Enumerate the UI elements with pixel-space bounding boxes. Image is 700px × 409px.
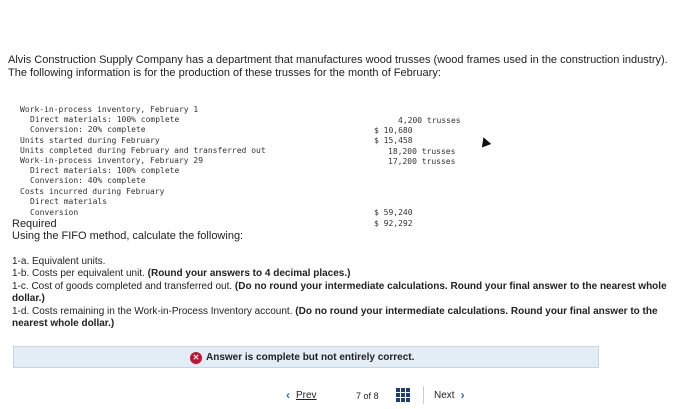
row-label: Conversion [30, 208, 79, 217]
answer-status-text: Answer is complete but not entirely correct. [206, 352, 415, 363]
row-value: $ 15,458 [374, 136, 413, 145]
answer-status [190, 351, 414, 364]
row-label: Work-in-process inventory, February 29 [20, 156, 204, 165]
page-current: 7 [356, 391, 362, 401]
requirement-note: (Do no round your intermediate calculations. Round your final answer to the nearest whole dollar.) [12, 281, 667, 304]
required-instruction: Using the FIFO method, calculate the following: [12, 230, 244, 242]
requirement-note: (Round your answers to 4 decimal places.) [147, 268, 351, 279]
row-label: Direct materials [30, 197, 108, 206]
chevron-left-icon: ‹ [286, 388, 290, 402]
mouse-cursor-icon [479, 136, 491, 148]
row-label: Direct materials: 100% complete [30, 166, 180, 175]
row-label: Conversion: 40% complete [30, 176, 146, 185]
requirement-1d [12, 306, 684, 330]
row-value: 4,200 trusses [398, 116, 461, 125]
chevron-right-icon: › [460, 388, 465, 402]
prev-label: Prev [296, 389, 317, 401]
answer-status-box [13, 346, 599, 368]
nav-divider [423, 386, 424, 404]
requirement-text: 1-c. Cost of goods completed and transferred out. [12, 281, 235, 292]
prev-button[interactable] [286, 388, 317, 402]
problem-intro: Alvis Construction Supply Company has a department that manufactures wood trusses (wood frames used in the construction industry). The following information is for the production of these trusses for the month of February: [8, 54, 668, 79]
requirement-text: 1-a. Equivalent units. [12, 256, 106, 267]
requirement-text: 1-b. Costs per equivalent unit. [12, 268, 148, 279]
requirement-1c [12, 281, 684, 305]
row-value: 17,200 trusses [388, 157, 456, 166]
grid-icon[interactable] [396, 388, 410, 402]
row-label: Units completed during February and transferred out [20, 146, 266, 155]
page-of: of [363, 391, 372, 401]
table-row [30, 164, 480, 185]
page-indicator [356, 391, 379, 401]
required-title: Required [12, 218, 57, 230]
next-nav [434, 388, 465, 402]
next-label: Next [434, 389, 455, 401]
requirement-1a [12, 256, 684, 268]
row-value: $ 10,680 [374, 126, 413, 135]
row-label: Units started during February [20, 136, 160, 145]
row-label: Direct materials: 100% complete [30, 115, 180, 124]
requirement-text: 1-d. Costs remaining in the Work-in-Process Inventory account. [12, 306, 296, 317]
prev-nav [286, 388, 317, 402]
error-x-icon: ✕ [190, 352, 202, 364]
row-value: $ 92,292 [374, 219, 413, 228]
page-total: 8 [373, 391, 379, 401]
row-label: Conversion: 20% complete [30, 125, 146, 134]
requirement-1b [12, 268, 684, 280]
row-value: $ 59,240 [374, 208, 413, 217]
row-label: Work-in-process inventory, February 1 [20, 105, 199, 114]
next-button[interactable] [434, 388, 465, 402]
row-label: Costs incurred during February [20, 187, 165, 196]
row-value: 18,200 trusses [388, 147, 456, 156]
requirement-note: (Do no round your intermediate calculations. Round your final answer to the nearest whole dollar.) [12, 306, 658, 329]
